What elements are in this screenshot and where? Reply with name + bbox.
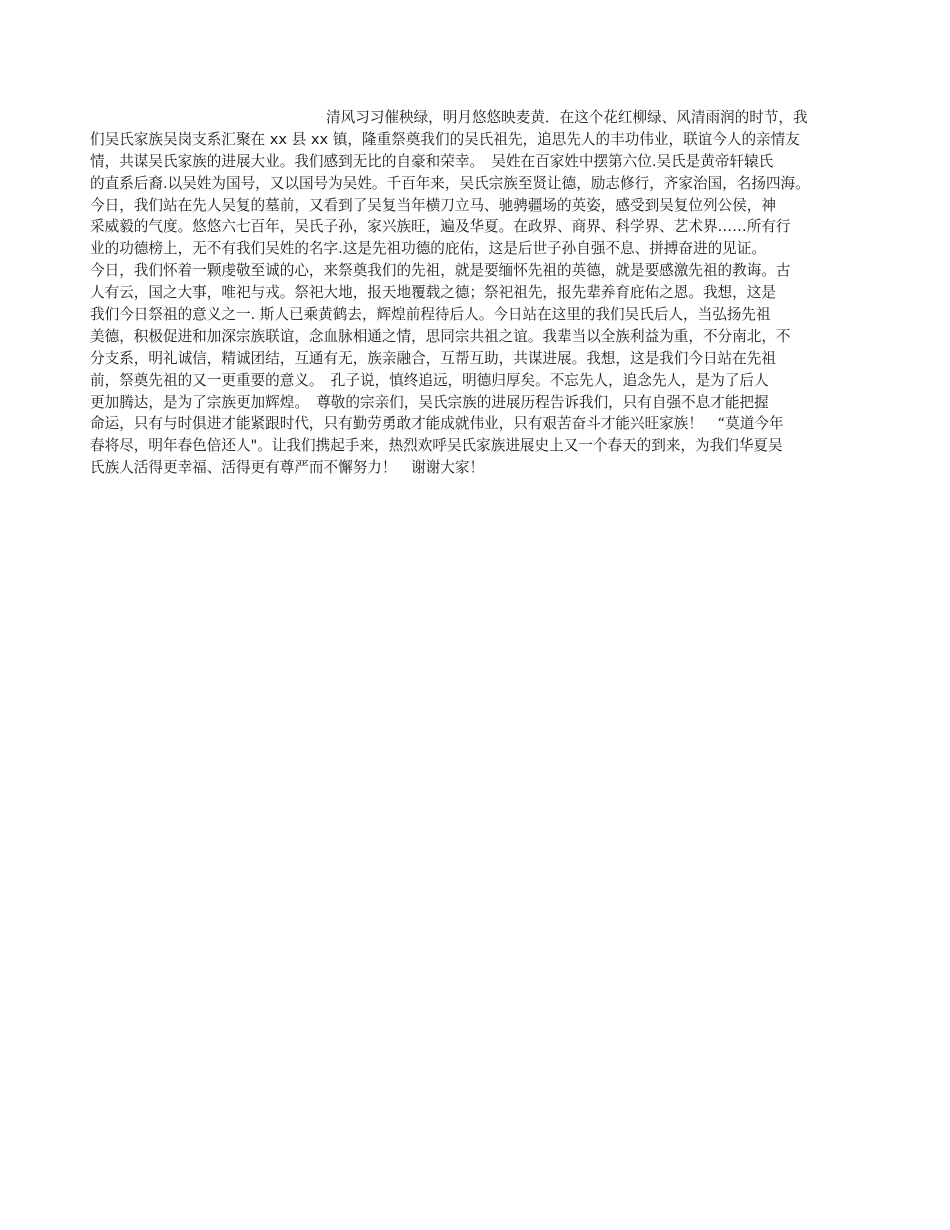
text-line: 我们今日祭祖的意义之一. 斯人已乘黄鹤去，辉煌前程待后人。今日站在这里的我们吴氏后人，当弘扬先祖 [90,306,771,324]
text-line: 氏族人活得更幸福、活得更有尊严而不懈努力！ 谢谢大家！ [90,459,485,477]
text-line: 美德，积极促进和加深宗族联谊，念血脉相通之情，思同宗共祖之谊。我辈当以全族利益为重，不分南北，不 [90,327,791,345]
text-line: 采威毅的气度。悠悠六七百年，吴氏子孙，家兴族旺，遍及华夏。在政界、商界、科学界、艺术界……所有行 [90,218,791,236]
text-line: 们吴氏家族吴岗支系汇聚在 xx 县 xx 镇，隆重祭奠我们的吴氏祖先，追思先人的丰功伟业，联谊今人的亲情友 [90,130,800,148]
text-line: 分支系，明礼诚信，精诚团结，互通有无，族亲融合，互帮互助，共谋进展。我想，这是我们今日站在先祖 [90,349,776,367]
text-line: 命运，只有与时俱进才能紧跟时代，只有勤劳勇敢才能成就伟业，只有艰苦奋斗才能兴旺家族！ “莫道今年 [90,415,784,433]
text-line: 的直系后裔.以吴姓为国号，又以国号为吴姓。千百年来，吴氏宗族至贤让德，励志修行，齐家治国，名扬四海。 [90,174,810,192]
text-line: 情，共谋吴氏家族的进展大业。我们感到无比的自豪和荣幸。 吴姓在百家姓中摆第六位.吴氏是黄帝轩辕氏 [90,152,774,170]
text-line: 春将尽，明年春色倍还人"。让我们携起手来，热烈欢呼吴氏家族进展史上又一个春天的到来，为我们华夏吴 [90,437,783,455]
text-line: 清风习习催秧绿，明月悠悠映麦黄．在这个花红柳绿、风清雨润的时节，我 [326,109,808,126]
text-line: 今日，我们站在先人吴复的墓前，又看到了吴复当年横刀立马、驰骋疆场的英姿，感受到吴复位列公侯，神 [90,196,776,214]
speech-text-block [90,107,862,479]
text-line: 今日，我们怀着一颗虔敬至诚的心，来祭奠我们的先祖，就是要缅怀先祖的英德，就是要感激先祖的教诲。古 [90,262,791,280]
text-line: 更加腾达，是为了宗族更加辉煌。 尊敬的宗亲们，吴氏宗族的进展历程告诉我们，只有自强不息才能把握 [90,393,769,411]
text-line: 前，祭奠先祖的又一更重要的意义。 孔子说，慎终追远，明德归厚矣。不忘先人，追念先人，是为了后人 [90,371,769,389]
text-line: 业的功德榜上，无不有我们吴姓的名字.这是先祖功德的庇佑，这是后世子孙自强不息、拼搏奋进的见证。 [90,240,766,258]
text-line: 人有云，国之大事，唯祀与戎。祭祀大地，报天地覆载之德；祭祀祖先，报先辈养育庇佑之恩。我想，这是 [90,284,776,302]
